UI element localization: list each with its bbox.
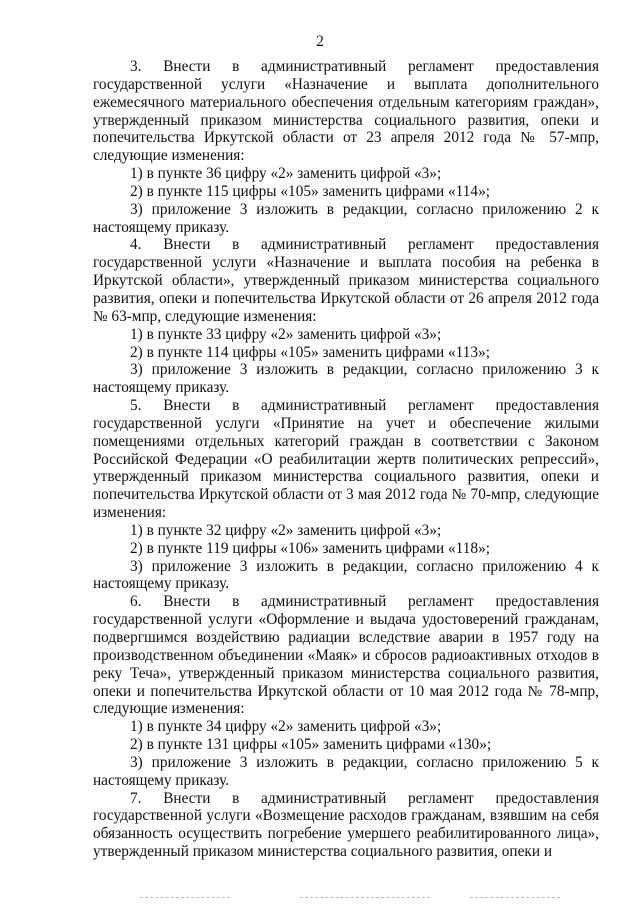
clause-4: 4. Внести в административный регламент предоставления государственной услуги «Назначение и выплата пособия на ребенка в Иркутской области», утвержденный приказом министерства социального развития, опеки и попечительства Иркутской области от 26 апреля 2012 года № 63-мпр, следующие изменения:	[93, 236, 599, 325]
list-item: 1) в пункте 34 цифру «2» заменить цифрой «3»;	[130, 718, 442, 736]
page-number: 2	[316, 33, 324, 50]
clause-7: 7. Внести в административный регламент предоставления государственной услуги «Возмещение расходов гражданам, взявшим на себя обязанность осуществить погребение умершего реабилитированного лица», утвержденный приказом министерства социального развития, опеки и	[93, 789, 599, 861]
clause-6: 6. Внести в административный регламент предоставления государственной услуги «Оформление и выдача удостоверений гражданам, подвергшимся воздействию радиации вследствие аварии в 1957 году на производственном объединении «Маяк» и сбросов радиоактивных отходов в реку Теча», утвержденный приказом министерства социального развития, опеки и попечительства Иркутской области от 10 мая 2012 года № 78-мпр, следующие изменения:	[93, 593, 599, 718]
list-item: 2) в пункте 119 цифры «106» заменить цифрами «118»;	[130, 539, 490, 557]
list-item: 1) в пункте 33 цифру «2» заменить цифрой «3»;	[130, 325, 442, 343]
list-item: 2) в пункте 115 цифры «105» заменить цифрами «114»;	[130, 182, 490, 200]
list-item: 3) приложение 3 изложить в редакции, согласно приложению 3 к настоящему приказу.	[93, 361, 599, 397]
list-item: 3) приложение 3 изложить в редакции, согласно приложению 2 к настоящему приказу.	[93, 200, 599, 236]
list-item: 3) приложение 3 изложить в редакции, согласно приложению 4 к настоящему приказу.	[93, 557, 599, 593]
scan-rule	[140, 897, 230, 898]
scan-rule	[470, 897, 560, 898]
list-item: 2) в пункте 131 цифры «105» заменить цифрами «130»;	[130, 736, 492, 754]
list-item: 3) приложение 3 изложить в редакции, согласно приложению 5 к настоящему приказу.	[93, 753, 599, 789]
list-item: 1) в пункте 36 цифру «2» заменить цифрой «3»;	[130, 165, 442, 183]
list-item: 1) в пункте 32 цифру «2» заменить цифрой «3»;	[130, 521, 442, 539]
clause-3: 3. Внести в административный регламент предоставления государственной услуги «Назначение и выплата дополнительного ежемесячного материального обеспечения отдельным категориям граждан», утвержденный приказом министерства социального развития, опеки и попечительства Иркутской области от 23 апреля 2012 года № 57-мпр, следующие изменения:	[93, 58, 599, 165]
scan-rule	[300, 897, 430, 898]
clause-5: 5. Внести в административный регламент предоставления государственной услуги «Принятие на учет и обеспечение жилыми помещениями отдельных категорий граждан в соответствии с Законом Российской Федерации «О реабилитации жертв политических репрессий», утвержденный приказом министерства социального развития, опеки и попечительства Иркутской области от 3 мая 2012 года № 70-мпр, следующие изменения:	[93, 397, 599, 522]
document-body	[93, 58, 599, 861]
list-item: 2) в пункте 114 цифры «105» заменить цифрами «113»;	[130, 343, 490, 361]
